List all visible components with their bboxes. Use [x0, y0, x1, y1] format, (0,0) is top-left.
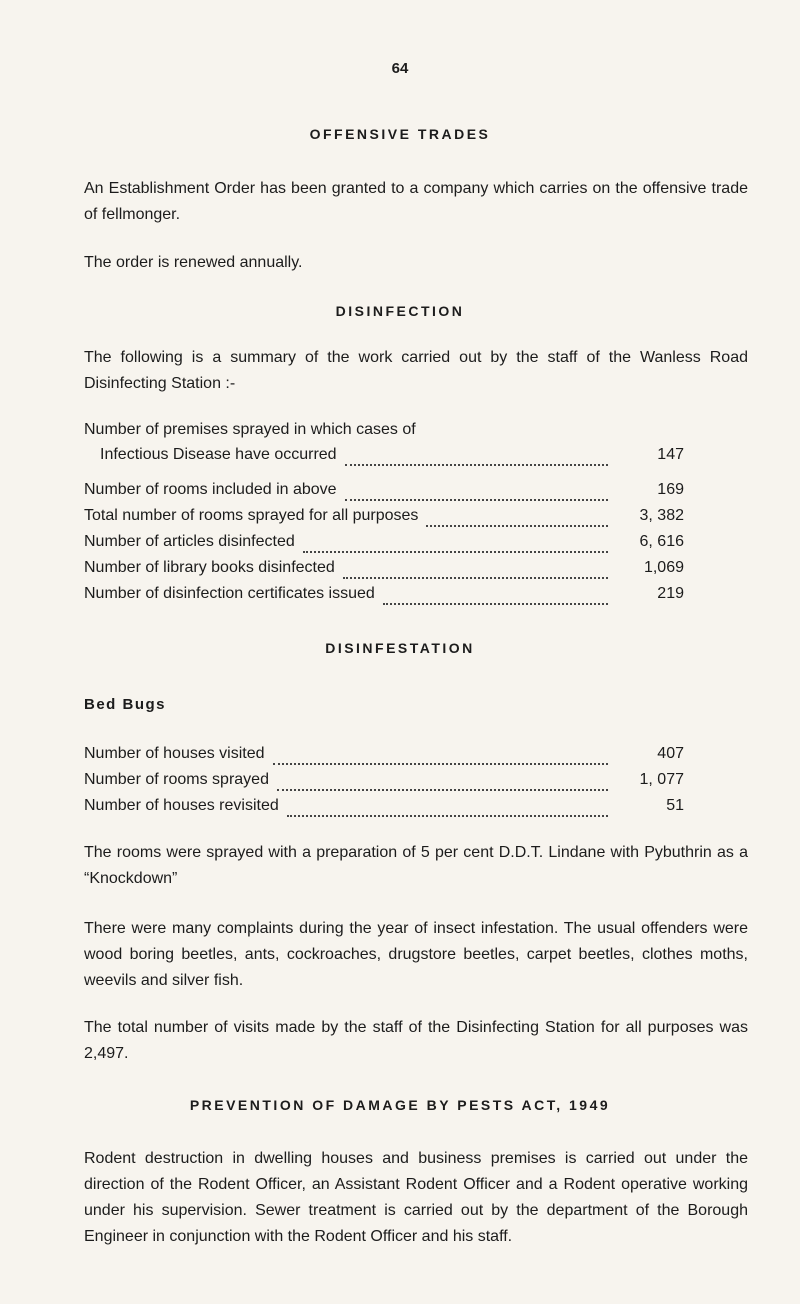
stat-row-rooms-sprayed	[84, 771, 684, 797]
heading-disinfestation: DISINFESTATION	[325, 640, 475, 656]
stat-label: Number of library books disinfected	[84, 559, 335, 576]
offensive-trades-paragraph-2: The order is renewed annually.	[84, 254, 303, 271]
disinfestation-paragraph-1: The rooms were sprayed with a preparation of 5 per cent D.D.T. Lindane with Pybuthrin as a “Knockdown”	[84, 844, 748, 887]
subheading-bed-bugs: Bed Bugs	[84, 696, 167, 713]
stat-label: Number of houses revisited	[84, 797, 279, 814]
stat-value: 6, 616	[639, 533, 684, 550]
stat-label: Infectious Disease have occurred	[100, 446, 337, 463]
stat-value: 51	[666, 797, 684, 814]
stat-label: Number of disinfection certificates issued	[84, 585, 375, 602]
stat-value: 3, 382	[639, 507, 684, 524]
leader-dots	[343, 577, 608, 579]
leader-dots	[273, 763, 608, 765]
disinfestation-paragraph-3: The total number of visits made by the staff of the Disinfecting Station for all purposes was 2,497.	[84, 1019, 748, 1062]
disinfestation-paragraph-2: There were many complaints during the year of insect infestation. The usual offenders were wood boring beetles, ants, cockroaches, drugstore beetles, carpet beetles, clothes moths, weevils and silver fish.	[84, 920, 748, 989]
leader-dots	[287, 815, 608, 817]
heading-offensive-trades: OFFENSIVE TRADES	[309, 126, 491, 142]
leader-dots	[345, 464, 608, 466]
stat-label: Number of houses visited	[84, 745, 265, 762]
stat-row-total-rooms-sprayed	[84, 507, 684, 533]
stat-row-library-books	[84, 559, 684, 585]
heading-pests-act: PREVENTION OF DAMAGE BY PESTS ACT, 1949	[189, 1097, 611, 1113]
stat-value: 169	[657, 481, 684, 498]
stat-label: Total number of rooms sprayed for all purposes	[84, 507, 419, 524]
stat-value: 1,069	[643, 559, 684, 576]
stat-value: 1, 077	[639, 771, 684, 788]
leader-dots	[383, 603, 608, 605]
stat-row-articles-disinfected	[84, 533, 684, 559]
stat-label: Number of rooms included in above	[84, 481, 337, 498]
stat-label: Number of rooms sprayed	[84, 771, 269, 788]
stat-row-rooms-included	[84, 481, 684, 507]
leader-dots	[303, 551, 608, 553]
stat-label: Number of articles disinfected	[84, 533, 295, 550]
leader-dots	[426, 525, 608, 527]
offensive-trades-paragraph-1: An Establishment Order has been granted to a company which carries on the offensive trade of fellmonger.	[84, 180, 748, 223]
stat-value: 219	[657, 585, 684, 602]
stat-row-houses-visited	[84, 745, 684, 771]
disinfection-intro: The following is a summary of the work carried out by the staff of the Wanless Road Disinfecting Station :-	[84, 349, 748, 392]
stat-row-certificates-issued	[84, 585, 684, 611]
page-number: 64	[391, 60, 409, 77]
stat-row-infectious-disease	[100, 446, 684, 472]
pests-act-paragraph: Rodent destruction in dwelling houses and business premises is carried out under the direction of the Rodent Officer, an Assistant Rodent Officer and a Rodent operative working under his supervision. Sewer treatment is carried out by the department of the Borough Engineer in conjunction with the Rodent Officer and his staff.	[84, 1150, 748, 1245]
stat-value: 147	[657, 446, 684, 463]
stat-row-houses-revisited	[84, 797, 684, 823]
leader-dots	[345, 499, 608, 501]
stat-value: 407	[657, 745, 684, 762]
heading-disinfection: DISINFECTION	[335, 303, 465, 319]
premises-label-line1: Number of premises sprayed in which cases of	[84, 421, 416, 438]
leader-dots	[277, 789, 608, 791]
